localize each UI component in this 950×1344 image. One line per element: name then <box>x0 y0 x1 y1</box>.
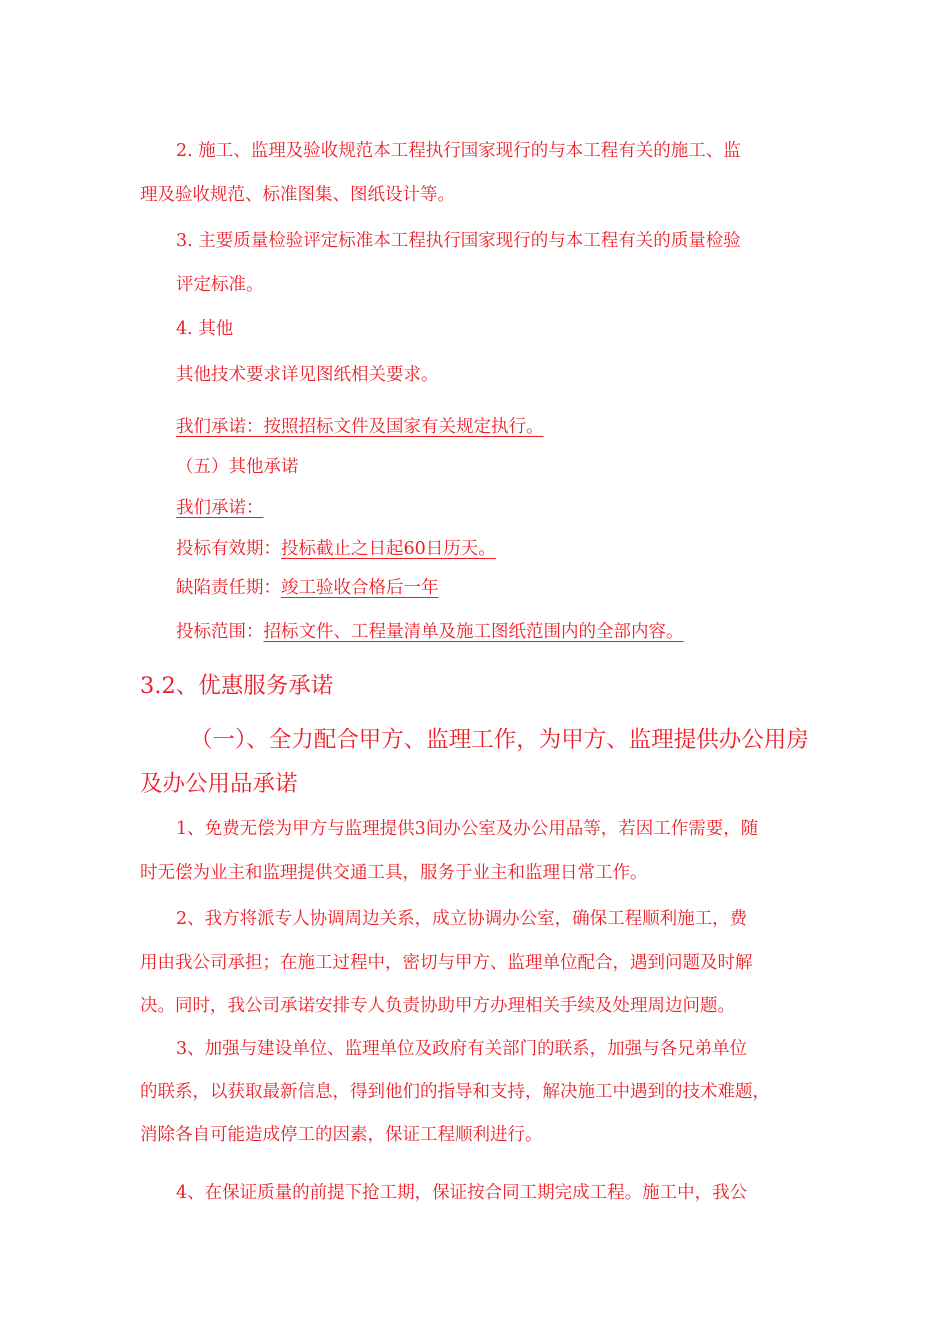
defect-value: 竣工验收合格后一年 <box>281 578 439 598</box>
item1-line2: 时无偿为业主和监理提供交通工具，服务于业主和监理日常工作。 <box>140 863 648 883</box>
other-promises-heading: （五）其他承诺 <box>176 457 299 477</box>
validity-value: 投标截止之日起60日历天。 <box>281 539 496 559</box>
validity-label: 投标有效期： <box>176 539 281 559</box>
defect-label: 缺陷责任期： <box>176 578 281 598</box>
item2-line2: 用由我公司承担；在施工过程中，密切与甲方、监理单位配合，遇到问题及时解 <box>140 953 753 973</box>
p2-line1: 3. 主要质量检验评定标准本工程执行国家现行的与本工程有关的质量检验 <box>176 231 741 251</box>
p1-line2: 理及验收规范、标准图集、图纸设计等。 <box>140 185 455 205</box>
subsection-line2: 及办公用品承诺 <box>140 771 298 797</box>
scope-label: 投标范围： <box>176 622 264 642</box>
item3-line1: 3、加强与建设单位、监理单位及政府有关部门的联系，加强与各兄弟单位 <box>176 1039 748 1059</box>
scope-row <box>176 621 684 643</box>
validity-row <box>176 538 496 560</box>
p3-heading: 4. 其他 <box>176 319 234 339</box>
promise-statement-2: 我们承诺： <box>176 498 264 518</box>
item1-line1: 1、免费无偿为甲方与监理提供3间办公室及办公用品等，若因工作需要，随 <box>176 819 759 839</box>
defect-row <box>176 577 439 599</box>
promise-statement-1: 我们承诺：按照招标文件及国家有关规定执行。 <box>176 417 544 437</box>
p1-line1: 2. 施工、监理及验收规范本工程执行国家现行的与本工程有关的施工、监 <box>176 141 741 161</box>
p3-body: 其他技术要求详见图纸相关要求。 <box>176 365 439 385</box>
subsection-line1: （一）、全力配合甲方、监理工作，为甲方、监理提供办公用房 <box>190 727 809 753</box>
item3-line3: 消除各自可能造成停工的因素，保证工程顺利进行。 <box>140 1125 543 1145</box>
item4-line1: 4、在保证质量的前提下抢工期，保证按合同工期完成工程。施工中，我公 <box>176 1183 748 1203</box>
p2-line2: 评定标准。 <box>176 275 264 295</box>
section-title: 3.2、优惠服务承诺 <box>140 673 334 699</box>
scope-value: 招标文件、工程量清单及施工图纸范围内的全部内容。 <box>263 622 684 642</box>
item2-line1: 2、我方将派专人协调周边关系，成立协调办公室，确保工程顺利施工，费 <box>176 909 748 929</box>
item2-line3: 决。同时，我公司承诺安排专人负责协助甲方办理相关手续及处理周边问题。 <box>140 996 735 1016</box>
item3-line2: 的联系，以获取最新信息，得到他们的指导和支持，解决施工中遇到的技术难题， <box>140 1082 770 1102</box>
